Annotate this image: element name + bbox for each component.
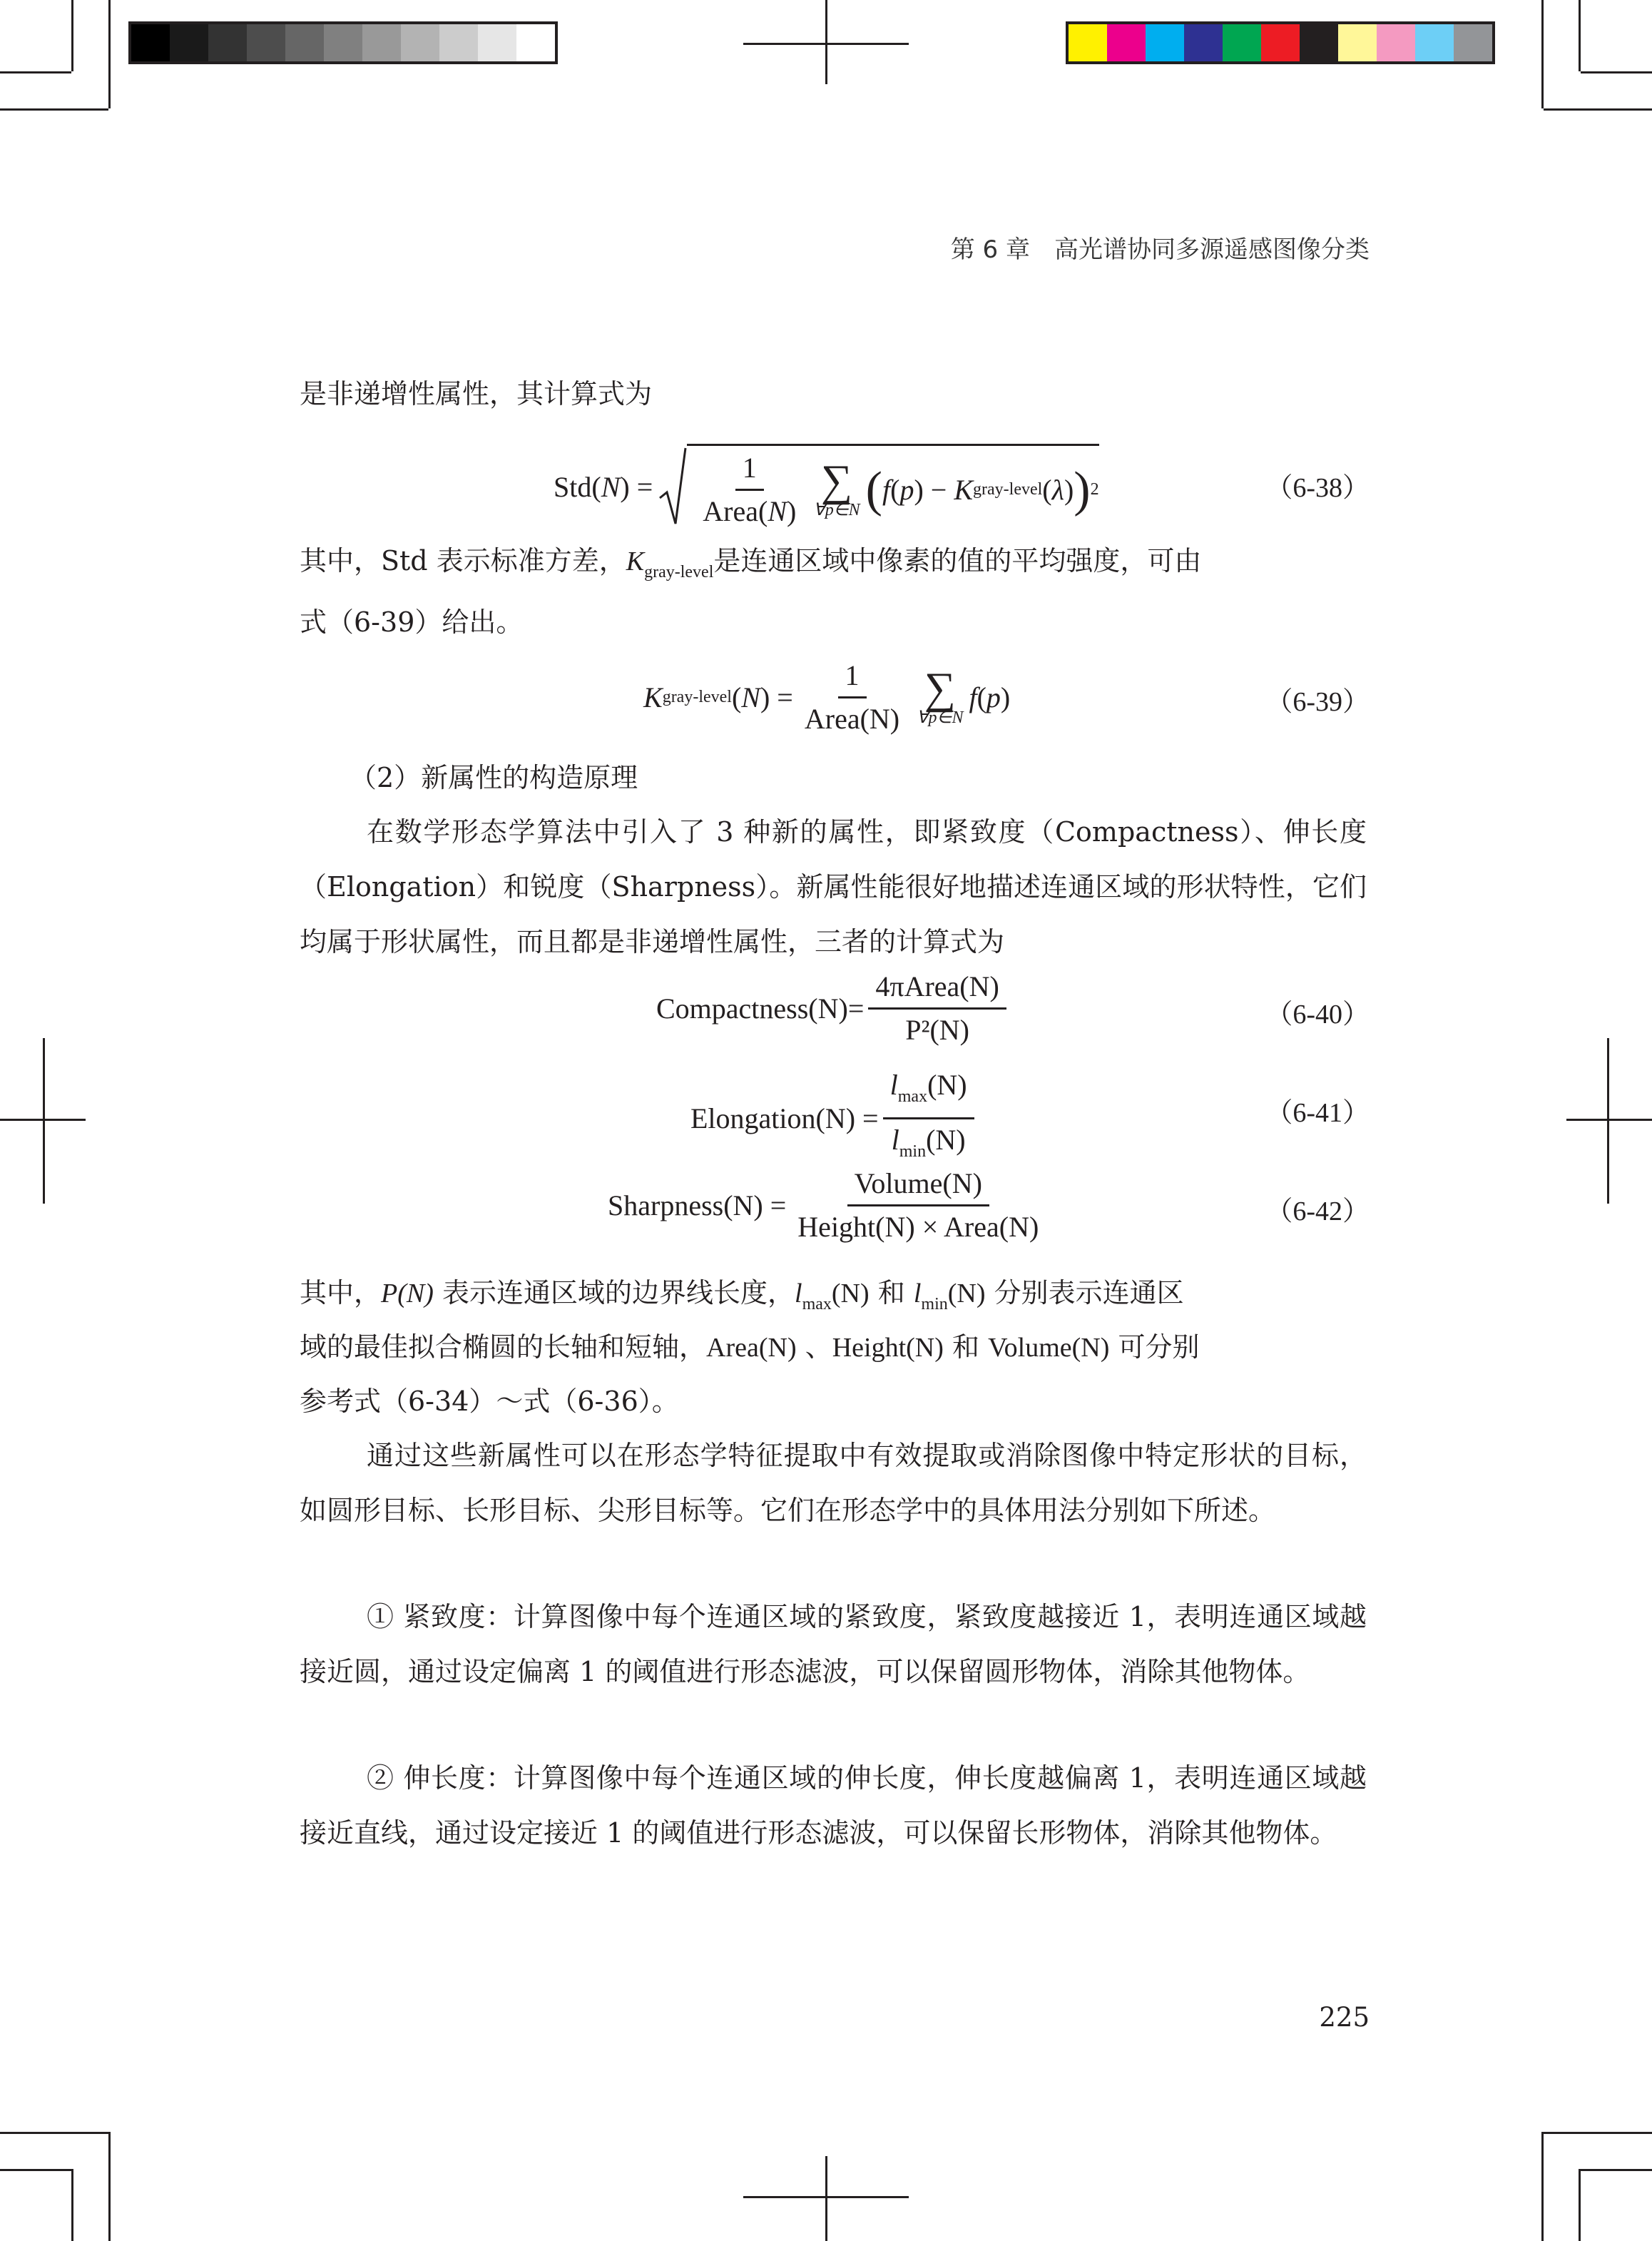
gray-swatch xyxy=(208,24,247,61)
paragraph-line: 参考式（6-34）～式（6-36）。 xyxy=(300,1386,679,1417)
equation-6-39: K gray-level ( N ) = $\frac{1}{\text{Area(N)}}$ ∑ ∀p∈N f ( p ) xyxy=(643,658,1010,737)
registration-mark xyxy=(1607,1038,1609,1204)
color-swatch xyxy=(1069,24,1107,61)
crop-mark xyxy=(108,2132,111,2241)
crop-mark xyxy=(1544,108,1652,111)
crop-mark xyxy=(71,2169,73,2241)
crop-mark xyxy=(1579,0,1581,71)
grayscale-bar xyxy=(128,21,558,64)
color-swatch xyxy=(1146,24,1184,61)
gray-swatch xyxy=(170,24,208,61)
color-swatch xyxy=(1338,24,1377,61)
equation-number: （6-42） xyxy=(1265,1196,1370,1226)
color-swatch xyxy=(1184,24,1223,61)
paragraph-line: 域的最佳拟合椭圆的长轴和短轴，Area(N) 、Height(N) 和 Volume(N) 可分别 xyxy=(300,1331,1200,1363)
crop-mark xyxy=(1544,2132,1652,2134)
equation-6-42: Sharpness(N) = $\frac{\text{Volume(N)}}{\text{Height(N) × Area(N)}}$ xyxy=(608,1166,1050,1245)
gray-swatch xyxy=(285,24,324,61)
paragraph-line: 其中，P(N) 表示连通区域的边界线长度，$l_{max}(N)$ 和 $l_{min}(N)$ 分别表示连通区 xyxy=(300,1277,1184,1313)
registration-mark xyxy=(1566,1119,1652,1121)
equation-6-40: Compactness(N)= $\frac{\text{4πArea(N)}}{\text{P²(N)}}$ xyxy=(656,969,1011,1048)
crop-mark xyxy=(0,2169,71,2171)
color-swatch xyxy=(1223,24,1261,61)
equation-number: （6-38） xyxy=(1265,473,1370,503)
paragraph: 在数学形态学算法中引入了 3 种新的属性，即紧致度（Compactness）、伸长度（Elongation）和锐度（Sharpness）。新属性能很好地描述连通区域的形状特性，它们均属于形状属性，而且都是非递增性属性，三者的计算式为 xyxy=(300,816,1367,957)
eq-fraction: $\frac{\text{Volume(N)}}{\text{Height(N) × Area(N)}}$ xyxy=(797,1167,1039,1243)
paragraph: ① 紧致度：计算图像中每个连通区域的紧致度，紧致度越接近 1，表明连通区域越接近圆，通过设定偏离 1 的阈值进行形态滤波，可以保留圆形物体，消除其他物体。 xyxy=(300,1601,1367,1687)
sqrt-sign-icon xyxy=(658,447,687,527)
gray-swatch xyxy=(478,24,516,61)
color-swatch xyxy=(1415,24,1454,61)
crop-mark xyxy=(0,108,108,111)
color-bar xyxy=(1066,21,1495,64)
paragraph-line: 式（6-39）给出。 xyxy=(300,606,524,638)
eq-fraction: $\frac{\text{4πArea(N)}}{\text{P²(N)}}$ xyxy=(868,969,1006,1048)
registration-mark xyxy=(43,1038,45,1204)
crop-mark xyxy=(0,71,71,73)
intro-line: 是非递增性属性，其计算式为 xyxy=(300,378,653,410)
equation-number: （6-41） xyxy=(1265,1098,1370,1128)
summation-icon: ∑ ∀p∈N xyxy=(917,664,964,727)
paragraph: 通过这些新属性可以在形态学特征提取中有效提取或消除图像中特定形状的目标，如圆形目标、长形目标、尖形目标等。它们在形态学中的具体用法分别如下所述。 xyxy=(300,1440,1367,1526)
gray-swatch xyxy=(247,24,285,61)
color-swatch xyxy=(1107,24,1146,61)
crop-mark xyxy=(1581,71,1652,73)
subheading: （2）新属性的构造原理 xyxy=(350,762,638,793)
crop-mark xyxy=(1541,0,1544,108)
color-swatch xyxy=(1261,24,1300,61)
crop-mark xyxy=(1541,2132,1544,2241)
summation-icon: ∑ ∀p∈N xyxy=(813,456,860,519)
equation-6-41: Elongation(N) = $\frac{l_{max}(N)}{l_{min}(N)}$ xyxy=(690,1067,979,1169)
crop-mark xyxy=(0,2132,108,2134)
color-swatch xyxy=(1454,24,1492,61)
gray-swatch xyxy=(516,24,555,61)
eq-fraction: $\frac{1}{\text{Area(N)}}$ xyxy=(804,659,900,735)
color-swatch xyxy=(1377,24,1415,61)
eq-fraction: $\frac{1}{\text{Area(N)}}$ xyxy=(703,452,797,527)
color-swatch xyxy=(1300,24,1338,61)
registration-mark xyxy=(825,2156,827,2241)
page-number: 225 xyxy=(1319,2002,1370,2033)
gray-swatch xyxy=(362,24,401,61)
crop-mark xyxy=(108,0,111,108)
crop-mark xyxy=(71,0,73,71)
eq-fraction: $\frac{l_{max}(N)}{l_{min}(N)}$ xyxy=(883,1067,974,1169)
eq-lhs: Std(N) = xyxy=(554,470,653,503)
gray-swatch xyxy=(439,24,478,61)
paragraph: ② 伸长度：计算图像中每个连通区域的伸长度，伸长度越偏离 1，表明连通区域越接近直线，通过设定接近 1 的阈值进行形态滤波，可以保留长形物体，消除其他物体。 xyxy=(300,1762,1367,1849)
registration-mark xyxy=(825,0,827,84)
gray-swatch xyxy=(401,24,439,61)
equation-number: （6-40） xyxy=(1265,1000,1370,1030)
gray-swatch xyxy=(131,24,170,61)
gray-swatch xyxy=(324,24,362,61)
equation-number: （6-39） xyxy=(1265,687,1370,717)
crop-mark xyxy=(1579,2169,1581,2241)
equation-6-38 xyxy=(554,444,1099,529)
crop-mark xyxy=(1581,2169,1652,2171)
paragraph-line: 其中，Std 表示标准方差，$K_{gray-level}$是连通区域中像素的值的平均强度，可由 xyxy=(300,545,1202,581)
running-head: 第 6 章 高光谱协同多源遥感图像分类 xyxy=(950,235,1370,264)
sqrt-radicand: $\frac{1}{\text{Area(N)}}$ ∑ ∀p∈N ( f ( p ) − K gray-level ( λ ) ) 2 xyxy=(687,444,1098,529)
